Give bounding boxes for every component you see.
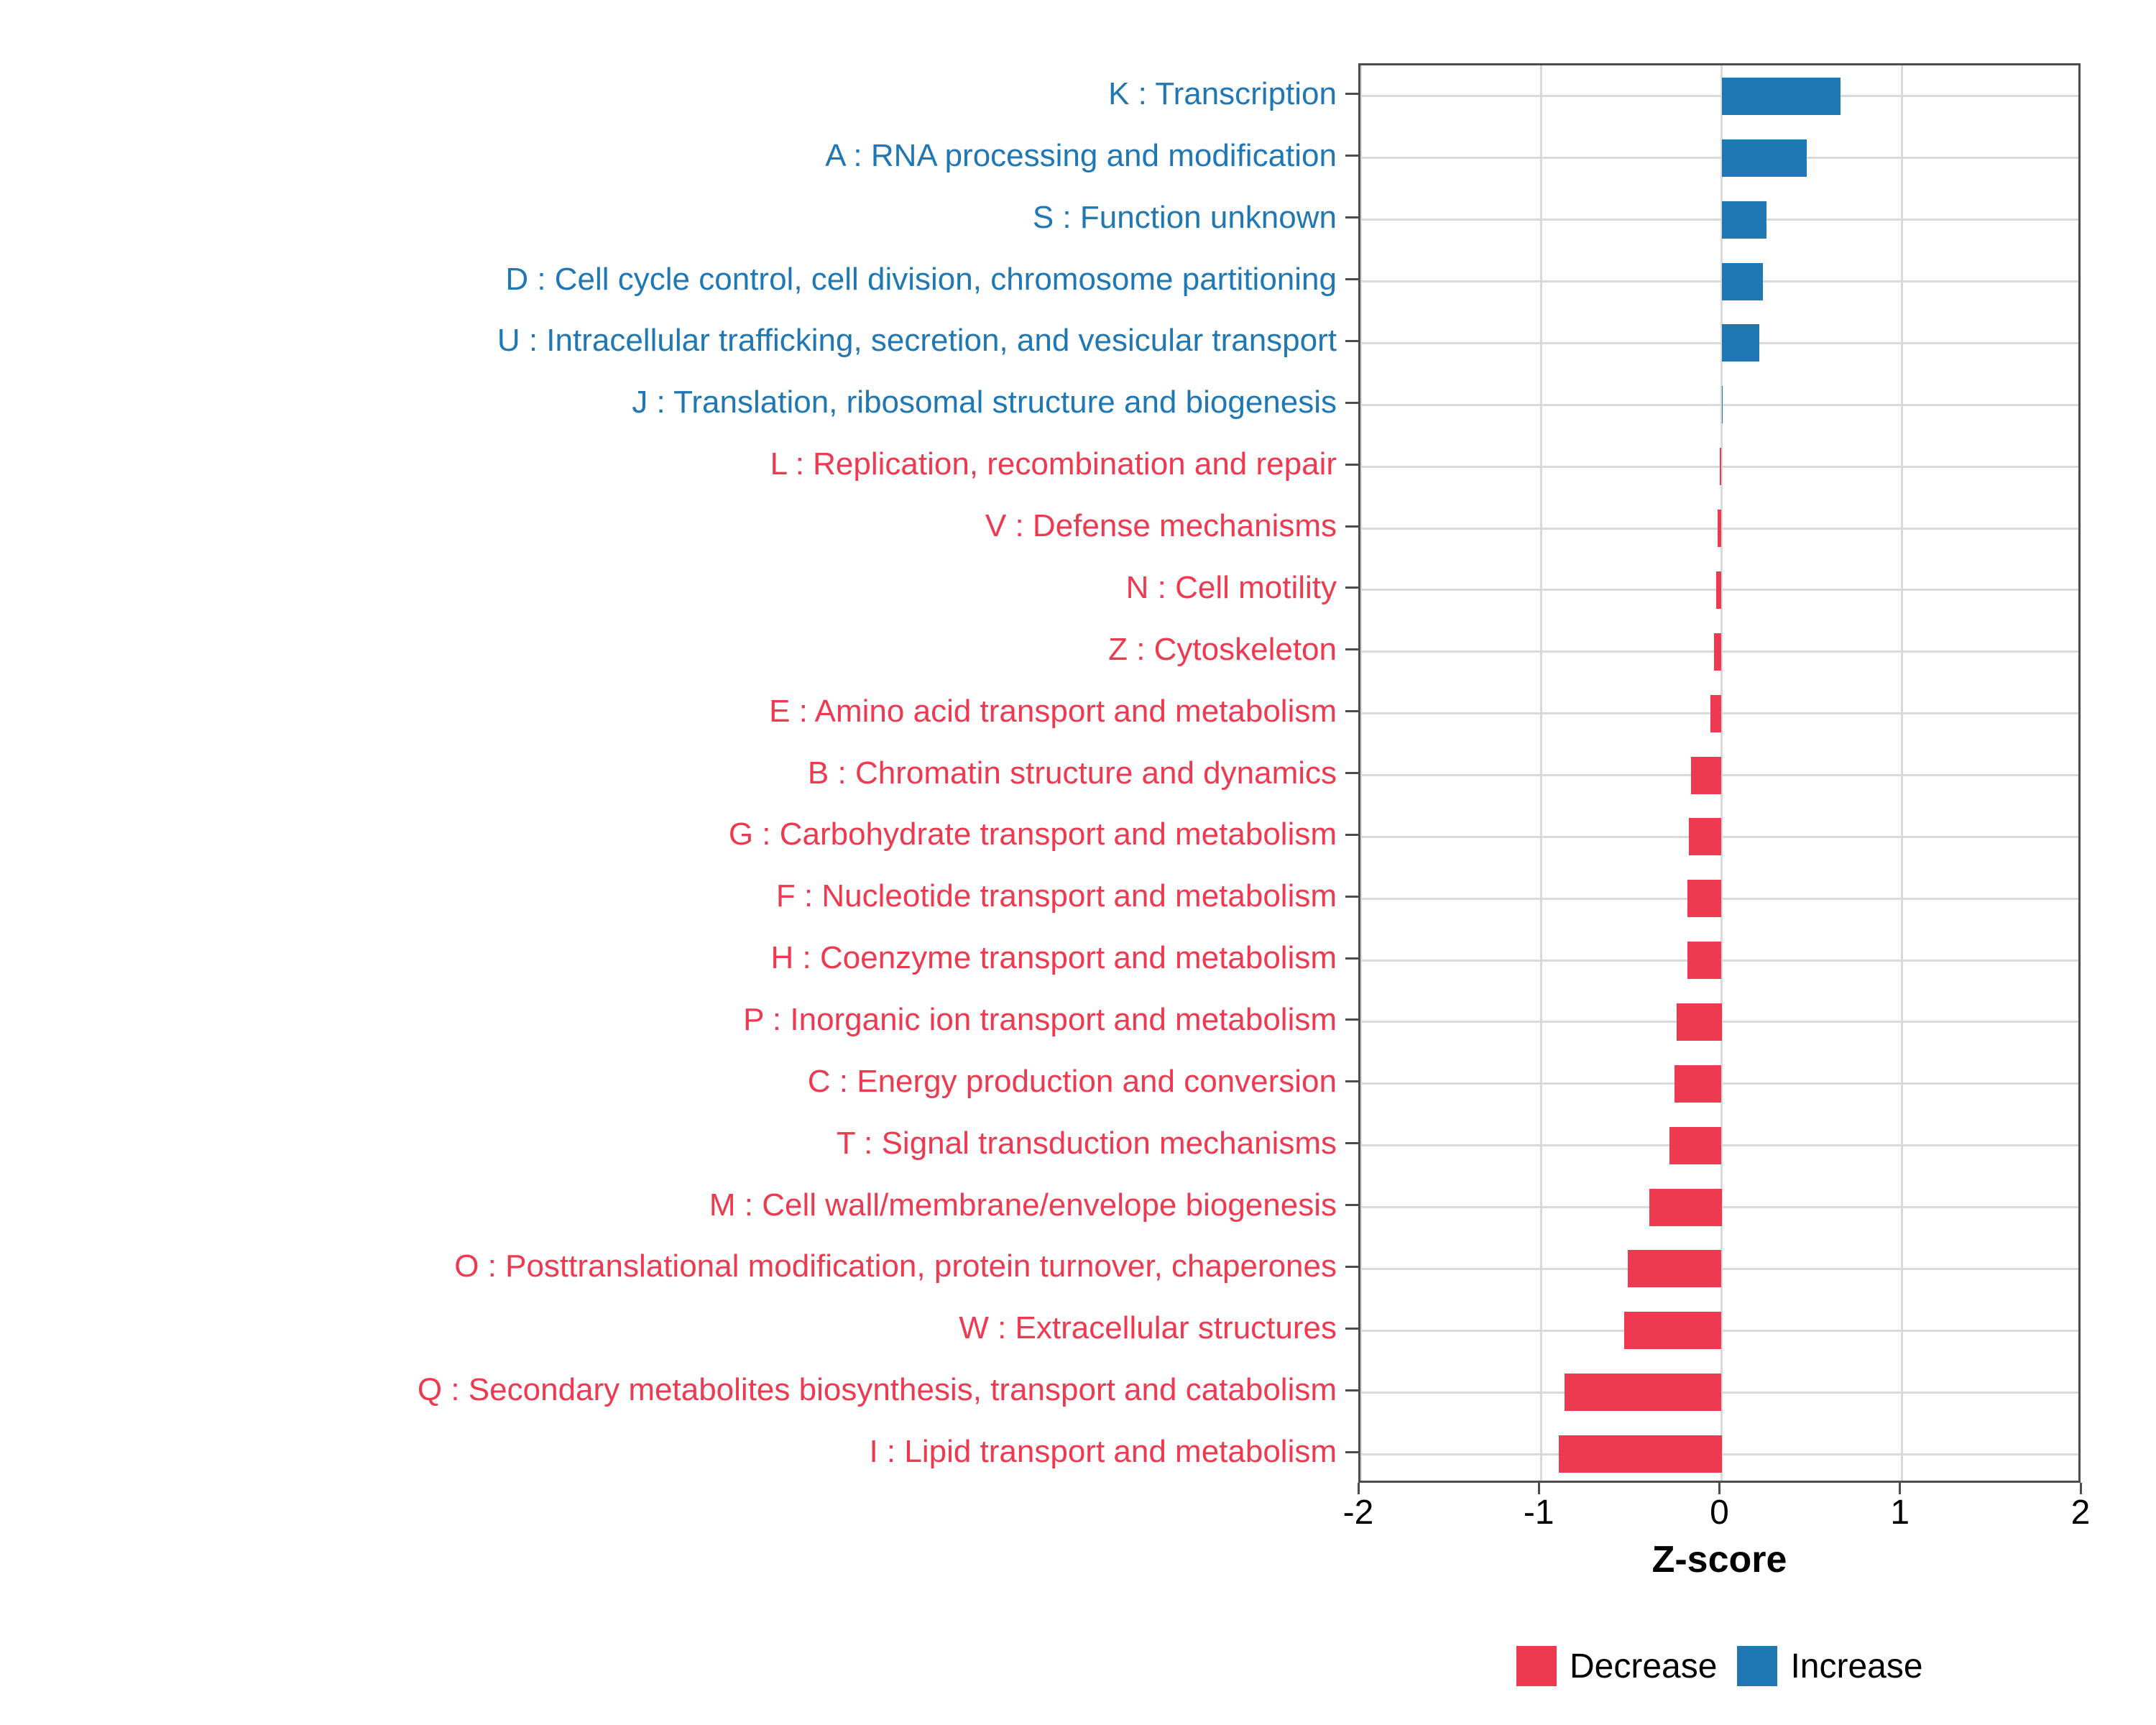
vertical-gridline xyxy=(1901,65,1903,1481)
x-axis-tick xyxy=(1718,1483,1720,1494)
category-label: A : RNA processing and modification xyxy=(825,137,1337,173)
bar xyxy=(1687,880,1722,917)
y-axis-tick xyxy=(1345,525,1358,528)
x-axis-tick xyxy=(1899,1483,1901,1494)
category-label: F : Nucleotide transport and metabolism xyxy=(775,878,1337,914)
legend-swatch-decrease xyxy=(1516,1646,1557,1686)
x-axis-tick xyxy=(2080,1483,2082,1494)
bar xyxy=(1689,818,1721,855)
bar xyxy=(1722,263,1764,300)
bar xyxy=(1674,1065,1721,1103)
bar xyxy=(1649,1189,1722,1226)
x-axis-tick xyxy=(1538,1483,1540,1494)
category-label: G : Carbohydrate transport and metabolism xyxy=(728,816,1337,852)
x-axis-ticks xyxy=(1342,1483,2091,1533)
y-axis-tick xyxy=(1345,1204,1358,1206)
bar xyxy=(1722,139,1807,177)
bar xyxy=(1722,78,1841,115)
vertical-gridline xyxy=(1540,65,1542,1481)
bar xyxy=(1722,386,1723,423)
x-axis-tick xyxy=(1358,1483,1360,1494)
y-axis-tick xyxy=(1345,648,1358,650)
bar xyxy=(1565,1374,1722,1411)
horizontal-gridline xyxy=(1360,404,2078,406)
y-axis-tick xyxy=(1345,1142,1358,1144)
bar xyxy=(1559,1435,1721,1473)
legend-swatch-increase xyxy=(1737,1646,1777,1686)
category-label: J : Translation, ribosomal structure and biogenesis xyxy=(632,385,1337,420)
category-label: B : Chromatin structure and dynamics xyxy=(807,755,1337,791)
y-axis-tick xyxy=(1345,834,1358,836)
bar xyxy=(1710,695,1721,732)
category-label: S : Function unknown xyxy=(1032,199,1337,235)
category-label: T : Signal transduction mechanisms xyxy=(836,1125,1337,1161)
chart-legend xyxy=(1516,1646,1923,1686)
y-axis-tick xyxy=(1345,155,1358,157)
bar xyxy=(1691,757,1722,794)
y-axis-tick xyxy=(1345,93,1358,95)
bar xyxy=(1714,633,1721,671)
vertical-gridline xyxy=(1360,65,1362,1481)
bar xyxy=(1720,448,1722,485)
x-axis-title: Z-score xyxy=(1651,1539,1787,1581)
category-label: I : Lipid transport and metabolism xyxy=(869,1434,1337,1470)
y-axis-tick xyxy=(1345,1266,1358,1268)
category-label: U : Intracellular trafficking, secretion, and vesicular transport xyxy=(497,323,1337,359)
y-axis-tick xyxy=(1345,710,1358,712)
legend-item-decrease xyxy=(1516,1646,1717,1686)
bar xyxy=(1722,201,1767,239)
category-label: E : Amino acid transport and metabolism xyxy=(769,693,1337,729)
category-label: O : Posttranslational modification, protein turnover, chaperones xyxy=(454,1248,1337,1284)
y-axis-tick xyxy=(1345,586,1358,589)
category-label: M : Cell wall/membrane/envelope biogenesis xyxy=(709,1187,1337,1223)
x-axis-tick-label: 1 xyxy=(1890,1494,1910,1532)
category-label: Z : Cytoskeleton xyxy=(1108,631,1337,667)
category-label: W : Extracellular structures xyxy=(959,1310,1337,1346)
y-axis-tick xyxy=(1345,1080,1358,1082)
y-axis-category-labels xyxy=(0,63,1337,1483)
bar xyxy=(1669,1127,1722,1164)
y-axis-tick xyxy=(1345,1451,1358,1453)
category-label: K : Transcription xyxy=(1108,75,1337,111)
category-label: Q : Secondary metabolites biosynthesis, transport and catabolism xyxy=(417,1372,1337,1408)
y-axis-tick xyxy=(1345,1389,1358,1392)
category-label: C : Energy production and conversion xyxy=(807,1063,1337,1099)
x-axis-tick-label: -1 xyxy=(1523,1494,1554,1532)
bar xyxy=(1687,942,1722,979)
bar xyxy=(1722,324,1760,362)
bar xyxy=(1628,1250,1722,1287)
bar xyxy=(1677,1003,1722,1041)
bar xyxy=(1624,1312,1722,1349)
y-axis-tick xyxy=(1345,1018,1358,1021)
y-axis-tick xyxy=(1345,216,1358,218)
x-axis-tick-label: -2 xyxy=(1342,1494,1374,1532)
y-axis-tick xyxy=(1345,278,1358,280)
horizontal-gridline xyxy=(1360,280,2078,282)
category-label: P : Inorganic ion transport and metabolism xyxy=(743,1001,1337,1037)
y-axis-tick xyxy=(1345,896,1358,898)
bar xyxy=(1716,571,1722,609)
y-axis-tick xyxy=(1345,340,1358,342)
category-label: H : Coenzyme transport and metabolism xyxy=(770,940,1337,976)
category-label: N : Cell motility xyxy=(1125,569,1337,605)
category-label: L : Replication, recombination and repair xyxy=(770,446,1337,482)
category-label: V : Defense mechanisms xyxy=(985,508,1337,544)
plot-panel-wrapper xyxy=(1358,63,2081,1483)
legend-item-increase xyxy=(1737,1646,1922,1686)
y-axis-tick xyxy=(1345,772,1358,774)
y-axis-tick xyxy=(1345,957,1358,960)
legend-label-increase: Increase xyxy=(1790,1647,1923,1685)
horizontal-gridline xyxy=(1360,95,2078,97)
x-axis-tick-label: 2 xyxy=(2070,1494,2091,1532)
x-axis-tick-label: 0 xyxy=(1710,1494,1729,1532)
horizontal-gridline xyxy=(1360,342,2078,344)
horizontal-gridline xyxy=(1360,218,2078,221)
plot-area xyxy=(1358,63,2081,1483)
y-axis-tick xyxy=(1345,1328,1358,1330)
horizontal-gridline xyxy=(1360,157,2078,159)
y-axis-tick xyxy=(1345,402,1358,404)
bar xyxy=(1718,510,1721,547)
category-label: D : Cell cycle control, cell division, chromosome partitioning xyxy=(505,261,1337,297)
legend-label-decrease: Decrease xyxy=(1570,1647,1718,1685)
y-axis-tick xyxy=(1345,464,1358,466)
